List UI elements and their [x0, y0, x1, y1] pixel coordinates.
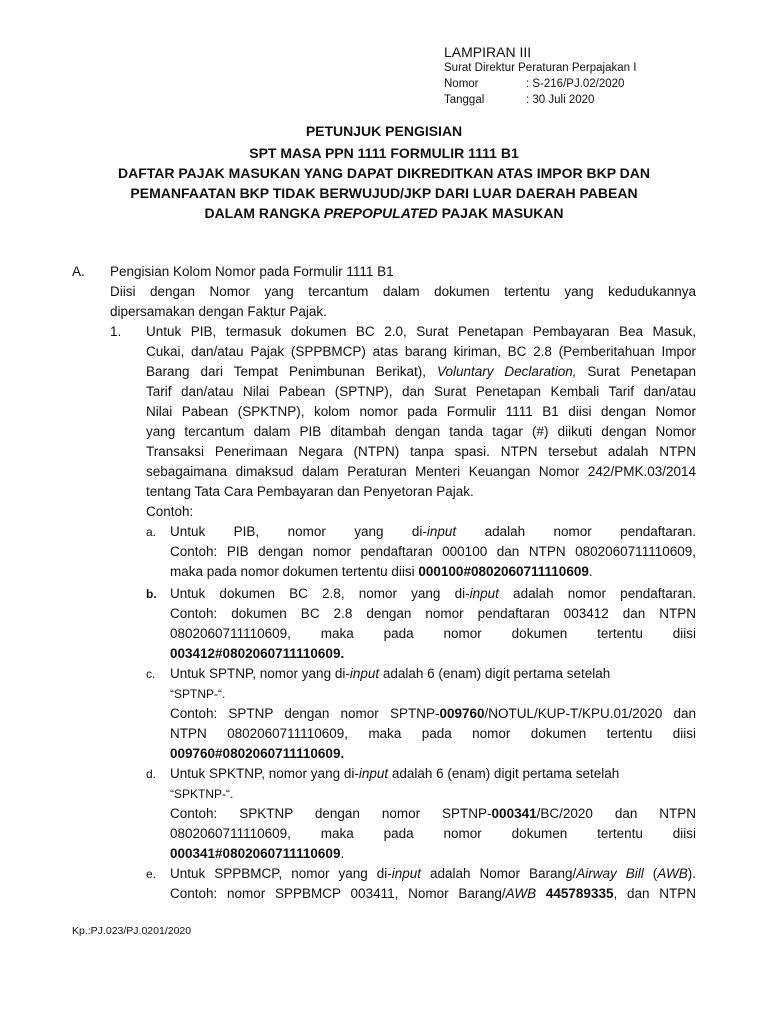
tanggal-label: Tanggal — [444, 94, 485, 106]
item-1-line: Cukai, dan/atau Pajak (SPPBMCP) atas barang kiriman, BC 2.8 (Pemberitahuan Impor — [146, 344, 696, 359]
text-run: Untuk SPTNP, nomor yang di- — [170, 666, 350, 681]
italic-term: input — [426, 524, 457, 539]
text-run: Untuk SPKTNP, nomor yang di- — [170, 766, 359, 781]
section-a-intro-1: Diisi dengan Nomor yang tercantum dalam dokumen tertentu yang kedudukannya — [110, 284, 696, 299]
text-run: adalah nomor pendaftaran. — [498, 586, 696, 601]
sub-b-line: Contoh: dokumen BC 2.8 dengan nomor pendaftaran 003412 dan NTPN — [170, 606, 696, 621]
sub-c-marker: c. — [146, 667, 156, 681]
item-1-line: Untuk PIB, termasuk dokumen BC 2.0, Surat Penetapan Pembayaran Bea Masuk, — [146, 324, 696, 339]
nomor-value: : S-216/PJ.02/2020 — [526, 78, 625, 90]
text-run: . — [340, 846, 345, 861]
bold-number: 000341 — [491, 806, 537, 821]
sub-a-line: Contoh: PIB dengan nomor pendaftaran 000100 dan NTPN 0802060711110609, — [170, 544, 696, 559]
sub-a-line — [170, 522, 696, 542]
lampiran-label: LAMPIRAN III — [444, 44, 532, 60]
item-1-line: Tarif dan/atau Nilai Pabean (SPTNP), dan Surat Penetapan Kembali Tarif dan/atau — [146, 384, 696, 399]
section-a-heading: Pengisian Kolom Nomor pada Formulir 1111 B1 — [110, 264, 394, 279]
text-run: , dan NTPN — [613, 886, 696, 901]
sub-e-line — [170, 864, 696, 884]
sub-a-line — [170, 562, 696, 582]
sub-c-line — [170, 704, 696, 724]
sub-c-line: 009760#0802060711110609. — [170, 746, 345, 761]
sub-c-line: “SPTNP-“. — [170, 687, 226, 701]
text-run: Untuk dokumen BC 2.8, nomor yang di- — [170, 586, 470, 601]
tanggal-value: : 30 Juli 2020 — [526, 94, 595, 106]
text-run: /NOTUL/KUP-T/KPU.01/2020 dan — [484, 706, 696, 721]
tanggal-row — [444, 94, 594, 106]
item-1-line: Nilai Pabean (SPKTNP), kolom nomor pada Formulir 1111 B1 diisi dengan Nomor — [146, 404, 696, 419]
text-run: Contoh: SPKTNP dengan nomor SPTNP- — [170, 806, 492, 821]
title-line-5-italic: PREPOPULATED — [323, 205, 438, 221]
title-line-5 — [0, 203, 768, 224]
text-run: Untuk SPPBMCP, nomor yang di- — [170, 866, 392, 881]
sub-b-line — [170, 584, 696, 604]
text-run: Contoh: nomor SPPBMCP 003411, Nomor Barang/ — [170, 886, 506, 901]
footer-code: Kp.:PJ.023/PJ.0201/2020 — [72, 925, 192, 937]
title-line-5-post: PAJAK MASUKAN — [437, 205, 564, 221]
item-1-line: Transaksi Penerimaan Negara (NTPN) tanpa spasi. NTPN tersebut adalah NTPN — [146, 444, 696, 459]
text-run: ( — [643, 866, 658, 881]
bold-number: 445789335 — [545, 886, 614, 901]
sub-d-line — [170, 804, 696, 824]
sub-d-line — [170, 764, 696, 784]
sub-d-line: 0802060711110609, maka pada nomor dokumen tertentu diisi — [170, 826, 696, 841]
italic-term: Voluntary Declaration, — [436, 364, 577, 379]
title-line-2: SPT MASA PPN 1111 FORMULIR 1111 B1 — [249, 145, 519, 161]
sub-a-marker: a. — [146, 525, 157, 539]
title-line-1: PETUNJUK PENGISIAN — [305, 123, 463, 139]
section-a-marker: A. — [72, 264, 85, 279]
sub-d-line: “SPKTNP-“. — [170, 787, 234, 801]
text-run — [536, 886, 546, 901]
sub-b-marker: b. — [146, 587, 157, 601]
title-line-3: DAFTAR PAJAK MASUKAN YANG DAPAT DIKREDITKAN ATAS IMPOR BKP DAN — [117, 165, 650, 181]
sub-d-marker: d. — [146, 767, 157, 781]
italic-term: input — [391, 866, 422, 881]
text-run: Surat Penetapan — [576, 364, 696, 379]
title-line-4: PEMANFAATAN BKP TIDAK BERWUJUD/JKP DARI LUAR DAERAH PABEAN — [130, 185, 638, 201]
item-1-line: sebagaimana dimaksud dalam Peraturan Menteri Keuangan Nomor 242/PMK.03/2014 — [146, 464, 696, 479]
bold-number: 000341#0802060711110609 — [170, 846, 341, 861]
sub-c-line: NTPN 0802060711110609, maka pada nomor dokumen tertentu diisi — [170, 726, 696, 741]
contoh-label: Contoh: — [146, 504, 194, 519]
section-a-intro-2: dipersamakan dengan Faktur Pajak. — [110, 304, 327, 319]
item-1-line — [146, 362, 696, 382]
text-run: Barang dari Tempat Penimbunan Berikat), — [146, 364, 437, 379]
sub-b-line: 0802060711110609, maka pada nomor dokumen tertentu diisi — [170, 626, 696, 641]
italic-term: Airway Bill — [576, 866, 644, 881]
nomor-row — [444, 78, 624, 90]
text-run: Untuk PIB, nomor yang di- — [170, 524, 427, 539]
sub-d-line — [170, 844, 696, 864]
text-run: ). — [687, 866, 696, 881]
item-1-marker: 1. — [110, 324, 122, 339]
text-run: maka pada nomor dokumen tertentu diisi — [170, 564, 419, 579]
text-run: /BC/2020 dan NTPN — [536, 806, 697, 821]
text-run: adalah 6 (enam) digit pertama setelah — [388, 766, 620, 781]
sub-b-line: 003412#0802060711110609. — [170, 646, 345, 661]
surat-label: Surat Direktur Peraturan Perpajakan I — [444, 62, 637, 74]
sub-c-line — [170, 664, 696, 684]
sub-e-line — [170, 884, 696, 904]
text-run: . — [588, 564, 593, 579]
text-run: adalah nomor pendaftaran. — [456, 524, 696, 539]
nomor-label: Nomor — [444, 78, 479, 90]
item-1-line: yang tercantum dalam PIB ditambah dengan tanda tagar (#) diikuti dengan Nomor — [146, 424, 696, 439]
italic-term: input — [358, 766, 389, 781]
bold-number: 009760 — [439, 706, 485, 721]
text-run: adalah 6 (enam) digit pertama setelah — [379, 666, 611, 681]
italic-term: input — [349, 666, 380, 681]
bold-number: 000100#0802060711110609 — [418, 564, 589, 579]
italic-term: AWB — [657, 866, 688, 881]
item-1-line: tentang Tata Cara Pembayaran dan Penyetoran Pajak. — [146, 484, 474, 499]
italic-term: AWB — [505, 886, 537, 901]
sub-e-marker: e. — [146, 867, 157, 881]
text-run: adalah Nomor Barang/ — [421, 866, 577, 881]
italic-term: input — [469, 586, 499, 601]
title-line-5-pre: DALAM RANGKA — [204, 205, 324, 221]
text-run: Contoh: SPTNP dengan nomor SPTNP- — [170, 706, 440, 721]
